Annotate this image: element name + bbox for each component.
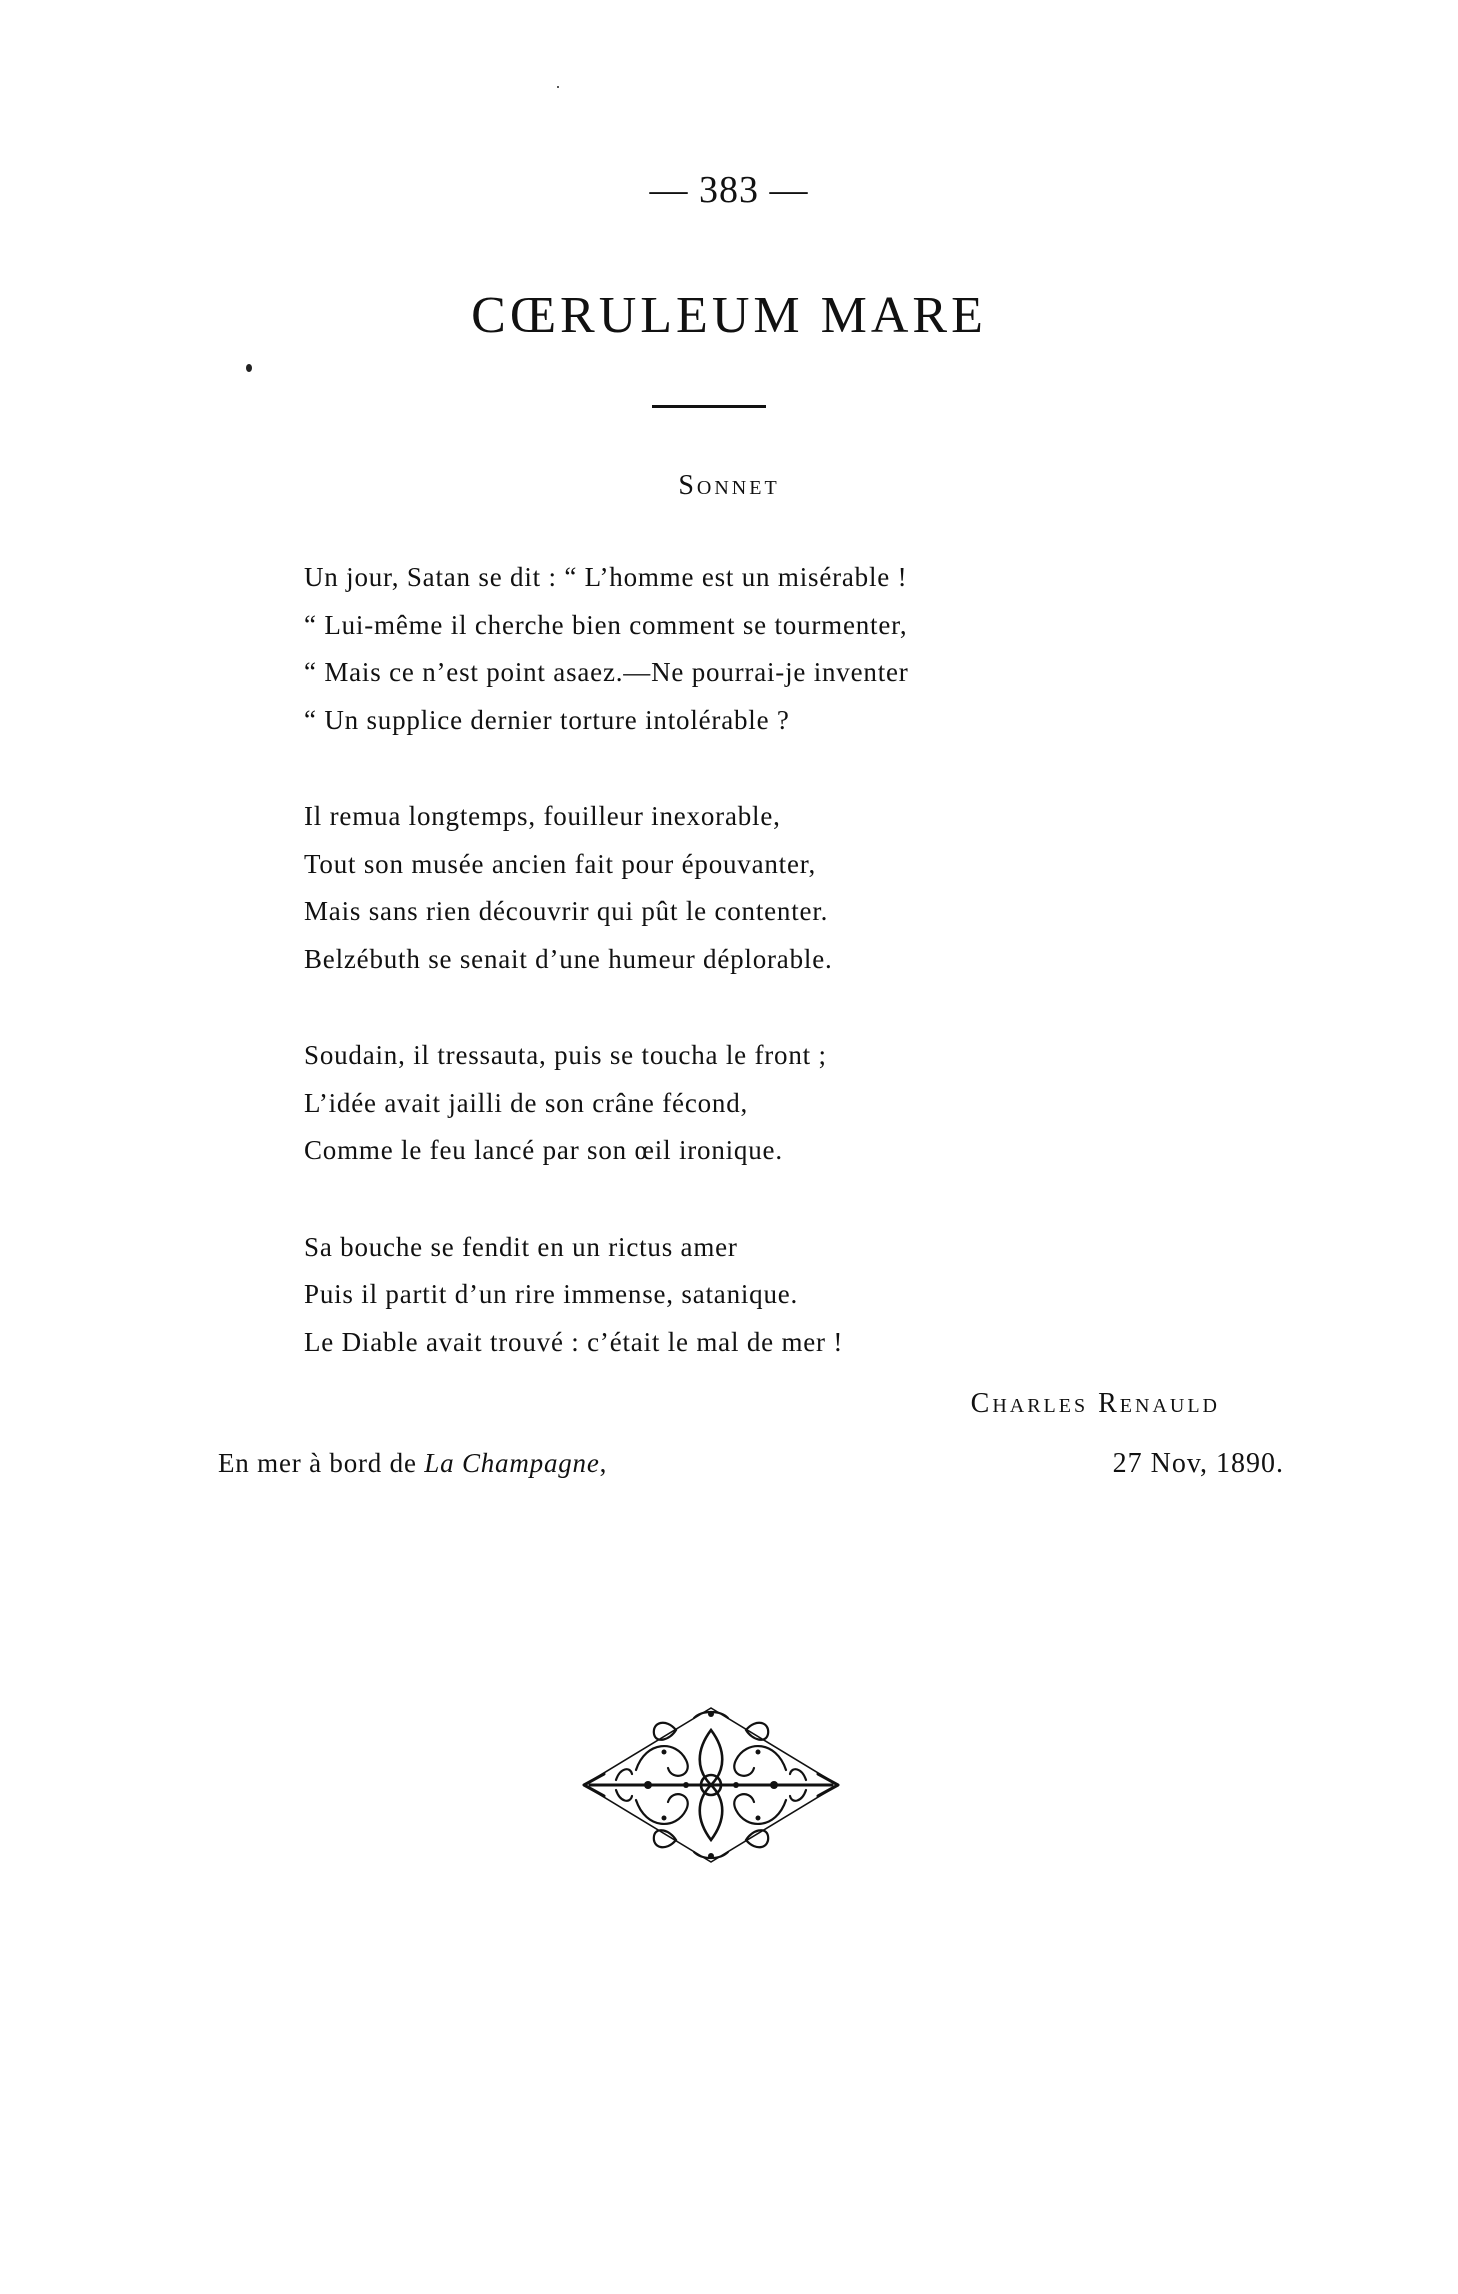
- poem-line: L’idée avait jailli de son crâne fécond,: [304, 1087, 749, 1118]
- poem-line: Mais sans rien découvrir qui pût le contenter.: [304, 896, 829, 926]
- stanza-2: [304, 793, 1124, 983]
- page-number: — 383 —: [649, 169, 809, 211]
- ship-name: La Champagne: [424, 1448, 600, 1478]
- poem-line: Puis il partit d’un rire immense, satanique.: [304, 1279, 799, 1309]
- poem-line: Soudain, il tressauta, puis se toucha le front ;: [304, 1040, 827, 1070]
- place-suffix: ,: [599, 1448, 608, 1478]
- poem-line: Le Diable avait trouvé : c’était le mal de mer !: [304, 1326, 844, 1357]
- title-rule: [652, 405, 766, 408]
- poem-line: “ Mais ce n’est point asaez.—Ne pourrai-je inventer: [304, 657, 909, 687]
- speck: [246, 364, 252, 372]
- poem-body: [304, 554, 1124, 1415]
- author-name: Charles Renauld: [970, 1388, 1220, 1419]
- poem-line: Tout son musée ancien fait pour épouvanter,: [304, 848, 817, 879]
- fleuron-ornament-icon: [576, 1700, 846, 1870]
- stanza-3: [304, 1032, 1124, 1175]
- speck: [557, 86, 559, 88]
- poem-line: Sa bouche se fendit en un rictus amer: [304, 1231, 738, 1262]
- poem-line: “ Un supplice dernier torture intolérable ?: [304, 704, 790, 735]
- place-prefix: En mer à bord de: [218, 1448, 425, 1478]
- poem-line: Comme le feu lancé par son œil ironique.: [304, 1135, 783, 1165]
- poem-line: Un jour, Satan se dit : “ L’homme est un misérable !: [304, 562, 908, 592]
- poem-line: “ Lui-même il cherche bien comment se tourmenter,: [304, 609, 908, 640]
- place-line: [218, 1448, 607, 1479]
- stanza-4: [304, 1224, 1124, 1367]
- date-line: 27 Nov, 1890.: [1112, 1448, 1284, 1479]
- stanza-1: [304, 554, 1124, 744]
- poem-line: Belzébuth se senait d’une humeur déplorable.: [304, 943, 833, 974]
- poem-title: CŒRULEUM MARE: [471, 287, 987, 344]
- poem-line: Il remua longtemps, fouilleur inexorable,: [304, 801, 781, 831]
- poem-subtitle: Sonnet: [678, 470, 780, 501]
